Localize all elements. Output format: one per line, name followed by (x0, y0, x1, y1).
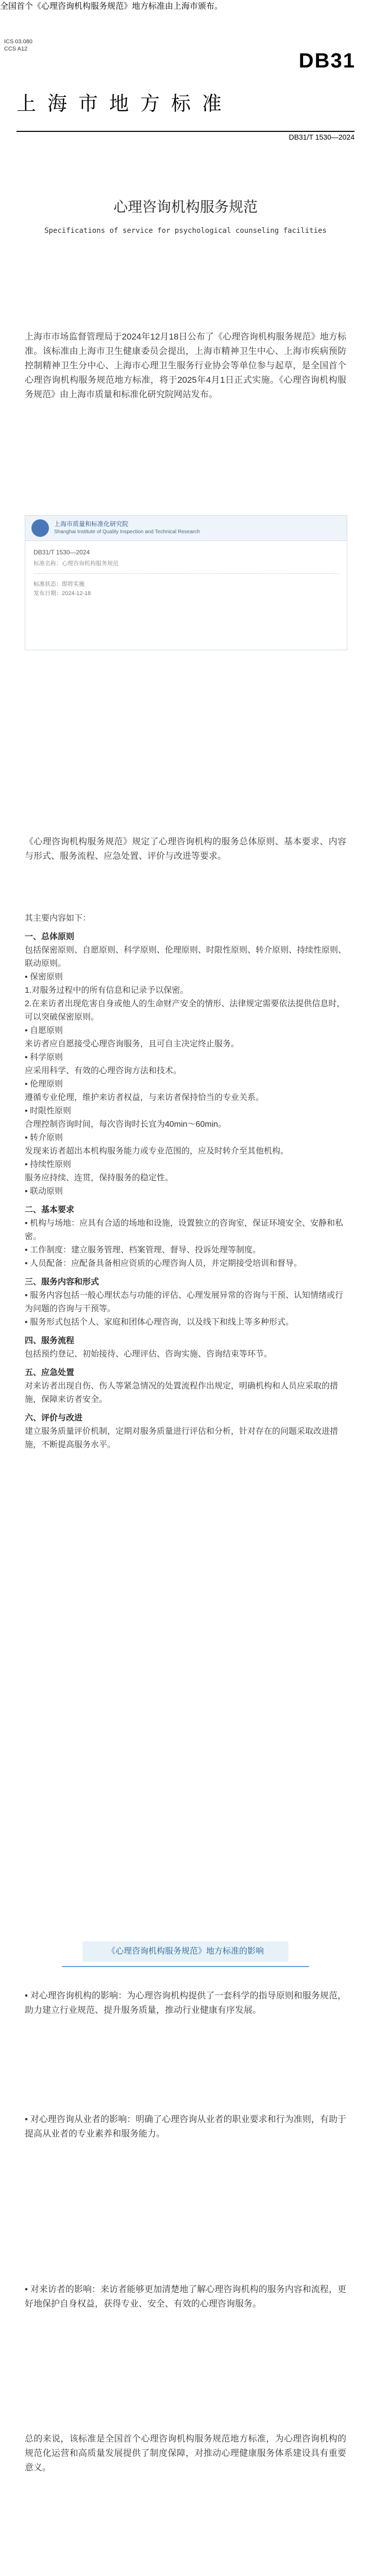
list-item: • 人员配备：应配备具备相应资质的心理咨询人员，并定期接受培训和督导。 (25, 1259, 302, 1268)
section-heading-4: 四、服务流程 (25, 1336, 75, 1345)
closing-paragraph: 总的来说，该标准是全国首个心理咨询机构服务规范地方标准，为心理咨询机构的规范化运营和高质量发展提供了制度保障，对推动心理健康服务体系建设具有重要意义。 (25, 2434, 346, 2472)
list-item: • 联动原则 (25, 1187, 63, 1196)
list-item: • 自愿原则 (25, 1026, 63, 1035)
section-heading-1: 一、总体原则 (25, 933, 75, 941)
list-item: 1.对服务过程中的所有信息和记录予以保密。 (25, 986, 189, 995)
list-item: 合理控制咨询时间，每次咨询时长宜为40min～60min。 (25, 1120, 227, 1129)
outline-section (25, 912, 346, 1452)
embed-standard-number: DB31/T 1530—2024 (33, 549, 90, 556)
section-5-intro: 对来访者出现自伤、伤人等紧急情况的处置流程作出规定，明确机构和人员应采取的措施，保障来访者安全。 (25, 1382, 339, 1404)
standard-number: DB31/T 1530—2024 (289, 133, 355, 141)
list-item: 来访者应自愿接受心理咨询服务，且可自主决定终止服务。 (25, 1040, 240, 1048)
impact-practitioners: • 对心理咨询从业者的影响：明确了心理咨询从业者的职业要求和行为准则，有助于提高从业者的专业素养和服务能力。 (25, 2114, 346, 2139)
impact-visitors: • 对来访者的影响：来访者能够更加清楚地了解心理咨询机构的服务内容和流程，更好地保护自身权益，获得专业、安全、有效的心理咨询服务。 (25, 2284, 346, 2309)
list-item: • 工作制度：建立服务管理、档案管理、督导、投诉处理等制度。 (25, 1246, 261, 1255)
list-item: • 服务形式包括个人、家庭和团体心理咨询，以及线下和线上等多种形式。 (25, 1318, 294, 1327)
section-1-intro: 包括保密原则、自愿原则、科学原则、伦理原则、时限性原则、转介原则、持续性原则、联动原则。 (25, 946, 347, 968)
list-item: • 科学原则 (25, 1053, 63, 1062)
ccs-code: CCS A12 (4, 46, 28, 52)
org-logo-icon (31, 519, 49, 537)
standard-code: DB31 (298, 49, 356, 72)
list-item: • 转介原则 (25, 1133, 63, 1142)
list-item: • 机构与场地：应具有合适的场地和设施，设置独立的咨询室，保证环境安全、安静和私密。 (25, 1219, 344, 1241)
list-item: • 保密原则 (25, 973, 63, 981)
summary-paragraph: 《心理咨询机构服务规范》规定了心理咨询机构的服务总体原则、基本要求、内容与形式、服务流程、应急处置、评价与改进等要求。 (25, 837, 346, 861)
org-name-en: Shanghai Institute of Quality Inspection and Technical Research (54, 529, 200, 535)
org-names (54, 520, 200, 536)
list-item: 服务应持续、连贯，保持服务的稳定性。 (25, 1174, 174, 1182)
title-divider (16, 131, 355, 132)
intro-paragraph: 上海市市场监督管理局于2024年12月18日公布了《心理咨询机构服务规范》地方标准。该标准由上海市卫生健康委员会提出，上海市精神卫生中心、上海市疾病预防控制精神卫生分中心、上海市心理卫生服务行业协会等单位参与起草，是全国首个心理咨询机构服务规范地方标准，将于2025年4月1日正式实施。《心理咨询机构服务规范》由上海市质量和标准化研究院网站发布。 (25, 332, 346, 399)
embed-header (25, 516, 347, 541)
standard-metadata (4, 38, 32, 53)
section-heading-3: 三、服务内容和形式 (25, 1278, 99, 1286)
embed-status: 标准状态：即将实施 (33, 581, 85, 587)
standard-title: 上海市地方标准 (16, 92, 233, 115)
outline-lead: 其主要内容如下： (25, 914, 91, 923)
ics-code: ICS 03.080 (4, 39, 33, 45)
list-item: • 伦理原则 (25, 1080, 63, 1089)
embed-standard-name: 标准名称：心理咨询机构服务规范 (33, 561, 119, 567)
section-6-intro: 建立服务质量评价机制，定期对服务质量进行评估和分析，针对存在的问题采取改进措施，不断提高服务水平。 (25, 1427, 339, 1449)
banner-underline (62, 1966, 309, 1967)
list-item: • 持续性原则 (25, 1160, 72, 1169)
org-name: 上海市质量和标准化研究院 (54, 520, 129, 528)
list-item: 遵循专业伦理，维护来访者权益，与来访者保持恰当的专业关系。 (25, 1093, 264, 1102)
section-heading-6: 六、评价与改进 (25, 1414, 83, 1422)
list-item: 发现来访者超出本机构服务能力或专业范围的，应及时转介至其他机构。 (25, 1147, 289, 1156)
section-4-intro: 包括预约登记、初始接待、心理评估、咨询实施、咨询结束等环节。 (25, 1350, 273, 1359)
impact-institutions: • 对心理咨询机构的影响：为心理咨询机构提供了一套科学的指导原则和服务规范，助力建立行业规范、提升服务质量，推动行业健康有序发展。 (25, 1991, 346, 2015)
section-heading-5: 五、应急处置 (25, 1368, 75, 1377)
section-heading-2: 二、基本要求 (25, 1206, 75, 1214)
document-subtitle: Specifications of service for psychological counseling facilities (44, 227, 327, 235)
list-item: • 时限性原则 (25, 1107, 72, 1115)
embed-release-date: 发布日期：2024-12-18 (33, 590, 91, 597)
article-header-title: 全国首个《心理咨询机构服务规范》地方标准由上海市颁布。 (0, 1, 223, 11)
embed-divider (33, 573, 339, 574)
document-title: 心理咨询机构服务规范 (113, 198, 258, 215)
list-item: 应采用科学、有效的心理咨询方法和技术。 (25, 1066, 182, 1075)
impact-banner: 《心理咨询机构服务规范》地方标准的影响 (82, 1941, 289, 1962)
list-item: • 服务内容包括一般心理状态与功能的评估、心理发展异常的咨询与干预、认知情绪或行为问题的咨询与干预等。 (25, 1291, 344, 1313)
embedded-website-card (25, 515, 347, 650)
list-item: 2.在来访者出现危害自身或他人的生命财产安全的情形、法律规定需要依法提供信息时，可以突破保密原则。 (25, 999, 345, 1022)
